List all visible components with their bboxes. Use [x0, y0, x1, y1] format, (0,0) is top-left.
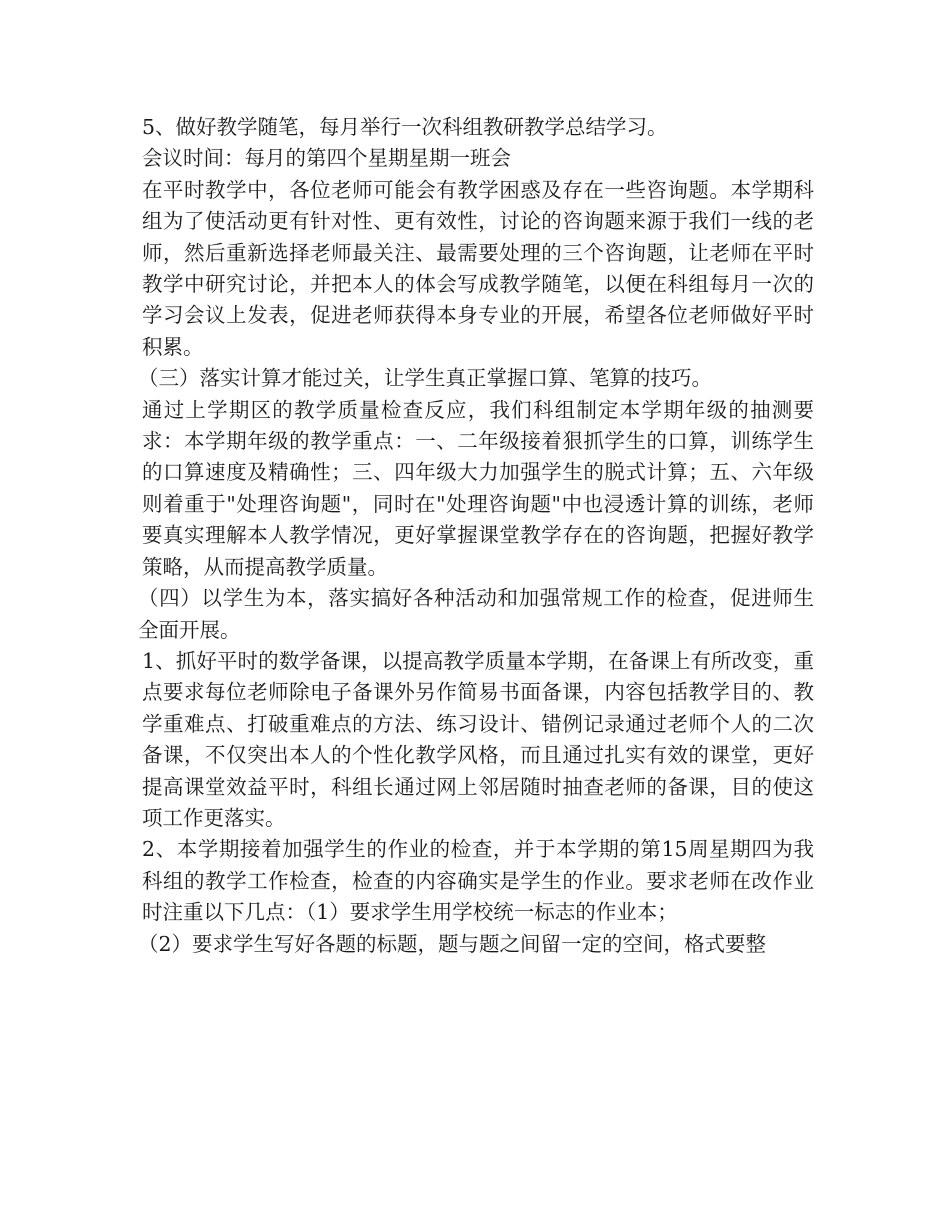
paragraph-meeting-time: 会议时间：每月的第四个星期星期一班会 [142, 146, 511, 171]
paragraph-item-5: 5、做好教学随笔，每月举行一次科组教研教学总结学习。 [142, 115, 668, 139]
paragraph-item-2-sub-2: （2）要求学生写好各题的标题，题与题之间留一定的空间，格式要整 [138, 931, 767, 956]
paragraph-item-2: 2、本学期接着加强学生的作业的检查，并于本学期的第15周星期四为我科组的教学工作检查，检查的内容确实是学生的作业。要求老师在改作业时注重以下几点：（1）要求学生用学校统一标志的作业本； [142, 837, 814, 925]
paragraph-teaching-puzzles: 在平时教学中，各位老师可能会有教学困惑及存在一些咨询题。本学期科组为了使活动更有针对性、更有效性，讨论的咨询题来源于我们一线的老师，然后重新选择老师最关注、最需要处理的三个咨询题，让老师在平时教学中研究讨论，并把本人的体会写成教学随笔，以便在科组每月一次的学习会议上发表，促进老师获得本身专业的开展，希望各位老师做好平时积累。 [142, 177, 814, 359]
paragraph-quality-check: 通过上学期区的教学质量检查反应，我们科组制定本学期年级的抽测要求：本学期年级的教学重点：一、二年级接着狠抓学生的口算，训练学生的口算速度及精确性；三、四年级大力加强学生的脱式计算；五、六年级则着重于"处理咨询题"，同时在"处理咨询题"中也浸透计算的训练，老师要真实理解本人教学情况，更好掌握课堂教学存在的咨询题，把握好教学策略，从而提高教学质量。 [142, 397, 814, 579]
document-body [138, 112, 814, 960]
paragraph-item-1: 1、抓好平时的数学备课，以提高教学质量本学期，在备课上有所改变，重点要求每位老师除电子备课外另作简易书面备课，内容包括教学目的、教学重难点、打破重难点的方法、练习设计、错例记录通过老师个人的二次备课，不仅突出本人的个性化教学风格，而且通过扎实有效的课堂，更好提高课堂效益平时，科组长通过网上邻居随时抽查老师的备课，目的使这项工作更落实。 [142, 648, 814, 830]
paragraph-section-four: （四）以学生为本，落实搞好各种活动和加强常规工作的检查，促进师生全面开展。 [138, 586, 814, 642]
paragraph-section-three: （三）落实计算才能过关，让学生真正掌握口算、笔算的技巧。 [138, 366, 712, 391]
